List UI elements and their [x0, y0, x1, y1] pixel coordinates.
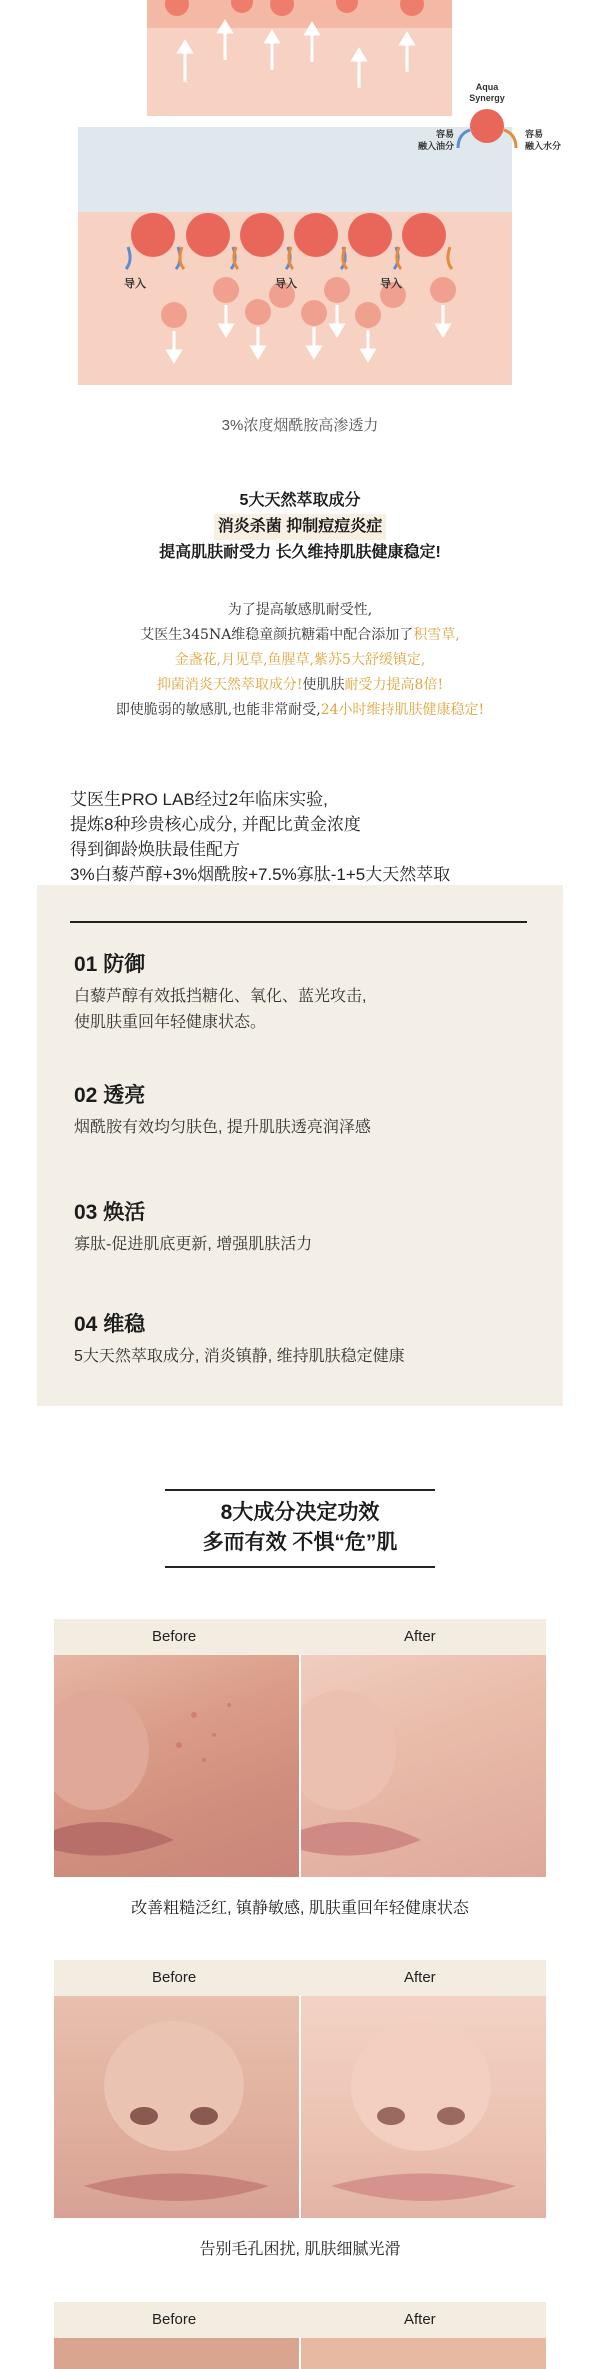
ingredients-subtitle: 多而有效 不惧“危”肌 — [202, 1531, 398, 1554]
divider-line — [70, 921, 527, 923]
import-label: 导入 — [275, 278, 297, 290]
after-photo — [301, 1996, 546, 2218]
formula-line-5: 即使脆弱的敏感肌,也能非常耐受, — [115, 702, 321, 718]
comparison-photo-partial — [54, 2338, 546, 2369]
lab-line-2: 提炼8种珍贵核心成分, 并配比黄金浓度 — [70, 815, 361, 834]
comparison-photo-redness — [54, 1655, 546, 1877]
diagram-caption: 3%浓度烟酰胺高渗透力 — [221, 417, 379, 434]
before-photo — [54, 1655, 299, 1877]
water-label-line1: 容易 — [525, 129, 544, 139]
extracts-title: 5大天然萃取成分 — [239, 492, 361, 509]
formula-line-4-highlight-2: 耐受力提高8倍! — [344, 677, 444, 693]
import-label: 导入 — [380, 278, 402, 290]
before-label: Before — [152, 1628, 197, 1645]
extracts-tagline: 提高肌肤耐受力 长久维持肌肤健康稳定! — [159, 544, 441, 561]
benefit-desc: 5大天然萃取成分, 消炎镇静, 维持肌肤稳定健康 — [74, 1348, 405, 1365]
benefit-title: 01 防御 — [74, 953, 146, 976]
oil-label-line2: 融入油分 — [418, 141, 455, 151]
formula-line-4: 使肌肤 — [302, 677, 345, 693]
formula-line-2: 艾医生345NA维稳童颜抗糖霜中配合添加了 — [140, 627, 414, 643]
formula-line-2-highlight: 积雪草, — [413, 627, 460, 643]
lab-paragraph — [70, 787, 570, 887]
ingredients-section-title — [0, 1498, 600, 1558]
benefit-desc: 寡肽-促进肌底更新, 增强肌肤活力 — [74, 1236, 313, 1253]
benefit-item-revitalize — [74, 1196, 312, 1258]
lab-line-3: 得到御龄焕肤最佳配方 — [70, 840, 240, 859]
before-photo — [54, 1996, 299, 2218]
aqua-synergy-callout — [390, 80, 590, 170]
lab-line-4: 3%白藜芦醇+3%烟酰胺+7.5%寡肽-1+5大天然萃取 — [70, 865, 451, 884]
before-label: Before — [152, 2311, 197, 2328]
benefit-desc: 使肌肤重回年轻健康状态。 — [74, 1014, 267, 1031]
benefit-title: 04 维稳 — [74, 1313, 146, 1336]
benefit-item-defense — [74, 948, 366, 1036]
comparison-header — [54, 1619, 546, 1655]
formula-line-5-highlight: 24小时维持肌肤健康稳定! — [320, 702, 485, 718]
benefit-item-stabilize — [74, 1308, 405, 1370]
formula-line-4-highlight: 抑菌消炎天然萃取成分! — [156, 677, 303, 693]
benefit-desc: 烟酰胺有效均匀肤色, 提升肌肤透亮润泽感 — [74, 1119, 371, 1136]
formula-paragraph — [0, 598, 600, 723]
benefit-item-brightening — [74, 1079, 371, 1141]
comparison-caption: 告别毛孔困扰, 肌肤细腻光滑 — [199, 2241, 401, 2258]
after-label: After — [404, 2311, 436, 2328]
before-label: Before — [152, 1969, 197, 1986]
ingredients-title: 8大成分决定功效 — [220, 1501, 380, 1524]
after-photo — [301, 2338, 546, 2369]
aqua-synergy-label: Aqua Synergy — [469, 82, 505, 103]
lab-line-1: 艾医生PRO LAB经过2年临床实验, — [70, 790, 328, 809]
after-label: After — [404, 1628, 436, 1645]
benefit-title: 02 透亮 — [74, 1084, 146, 1107]
import-label: 导入 — [124, 278, 146, 290]
comparison-caption: 改善粗糙泛红, 镇静敏感, 肌肤重回年轻健康状态 — [131, 1900, 469, 1917]
extracts-subtitle: 消炎杀菌 抑制痘痘炎症 — [214, 514, 386, 540]
formula-line-3: 金盏花,月见草,鱼腥草,紫苏5大舒缓镇定, — [174, 652, 426, 668]
oil-label-line1: 容易 — [436, 129, 455, 139]
formula-line-1: 为了提高敏感肌耐受性, — [227, 602, 373, 618]
comparison-header — [54, 2302, 546, 2338]
comparison-photo-pores — [54, 1996, 546, 2218]
before-photo — [54, 2338, 299, 2369]
extracts-headline — [0, 488, 600, 566]
section-bottom-rule — [165, 1566, 435, 1568]
comparison-header — [54, 1960, 546, 1996]
benefit-desc: 白藜芦醇有效抵挡糖化、氧化、蓝光攻击, — [74, 988, 367, 1005]
after-photo — [301, 1655, 546, 1877]
section-top-rule — [165, 1489, 435, 1491]
water-label-line2: 融入水分 — [525, 141, 562, 151]
benefit-title: 03 焕活 — [74, 1201, 146, 1224]
after-label: After — [404, 1969, 436, 1986]
